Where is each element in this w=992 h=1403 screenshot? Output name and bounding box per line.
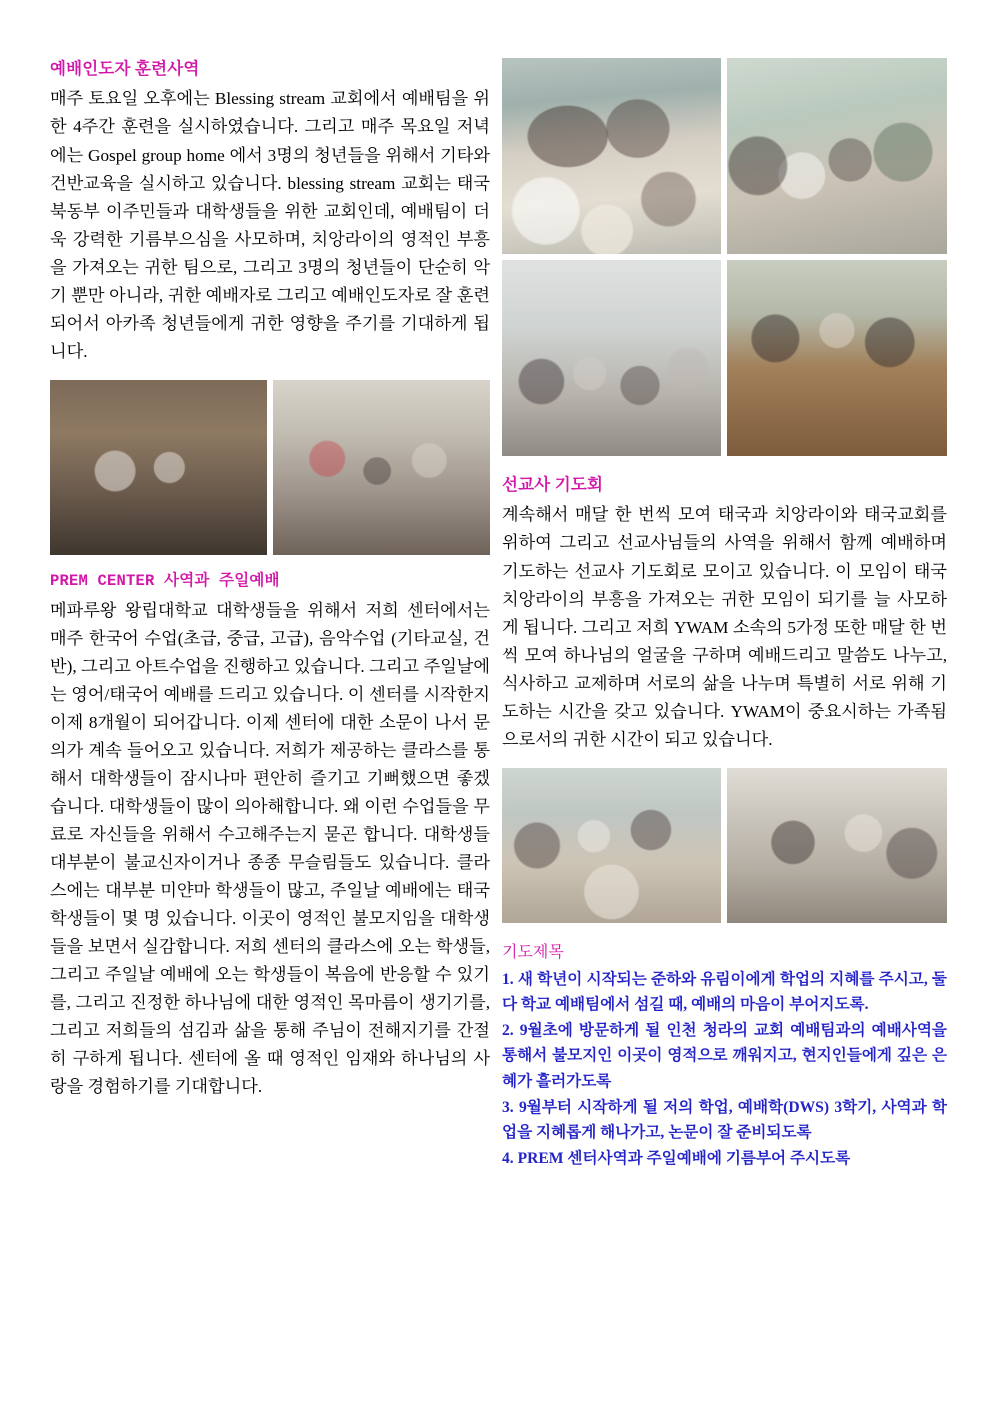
missionary-meal-photo bbox=[502, 768, 721, 923]
section-body-missionary-prayer-meeting: 계속해서 매달 한 번씩 모여 태국과 치앙라이와 태국교회를 위하여 그리고 선교사님들의 사역을 위해서 함께 예배하며 기도하는 선교사 기도회로 모이고 있습니다. 이 모임이 태국 치앙라이의 부흥을 가져오는 귀한 모임이 되기를 늘 사모하게 됩니다. 그리고 저희 YWAM 소속의 5가정 또한 매달 한 번씩 모여 하나님의 얼굴을 구하며 예배드리고 말씀도 나누고, 식사하고 교제하며 서로의 삶을 나누며 특별히 서로 위해 기도하는 시간을 갖고 있습니다. YWAM이 중요시하는 가족됨으로서의 귀한 시간이 되고 있습니다. bbox=[502, 505, 947, 749]
photo-row-left-top bbox=[50, 380, 490, 555]
prayer-request-item: 1. 새 학년이 시작되는 준하와 유림이에게 학업의 지혜를 주시고, 둘 다 학교 예배팀에서 섬길 때, 예배의 마음이 부어지도록. bbox=[502, 970, 947, 1013]
section-heading-prem-center: PREM CENTER 사역과 주일예배 bbox=[50, 571, 280, 590]
right-column bbox=[502, 58, 947, 1173]
left-column bbox=[50, 58, 490, 1101]
guitar-worship-photo bbox=[727, 768, 947, 923]
classroom-training-photo bbox=[273, 380, 490, 555]
group-photo bbox=[727, 58, 947, 254]
prayer-requests-list bbox=[502, 967, 947, 1172]
photo-row-right-bottom bbox=[502, 768, 947, 923]
prayer-request-item: 3. 9월부터 시작하게 될 저의 학업, 예배학(DWS) 3학기, 사역과 학업을 지혜롭게 해나가고, 논문이 잘 준비되도록 bbox=[502, 1098, 947, 1142]
section-heading-missionary-prayer-meeting: 선교사 기도회 bbox=[502, 475, 604, 494]
fellowship-dinner-photo bbox=[502, 58, 721, 254]
prayer-request-item: 2. 9월초에 방문하게 될 인천 청라의 교회 예배팀과의 예배사역을 통해서 불모지인 이곳이 영적으로 깨워지고, 현지인들에게 깊은 은혜가 흘러가도록 bbox=[502, 1022, 947, 1090]
table-fellowship-photo bbox=[727, 260, 947, 456]
prayer-request-item: 4. PREM 센터사역과 주일예배에 기름부어 주시도록 bbox=[502, 1150, 851, 1168]
section-heading-worship-leader-training: 예배인도자 훈련사역 bbox=[50, 59, 200, 78]
prayer-requests-heading: 기도제목 bbox=[502, 943, 564, 961]
photo-grid-right-top bbox=[502, 58, 947, 456]
church-service-photo bbox=[502, 260, 721, 456]
section-body-worship-leader-training: 매주 토요일 오후에는 Blessing stream 교회에서 예배팀을 위한 4주간 훈련을 실시하였습니다. 그리고 매주 목요일 저녁에는 Gospel group home 에서 3명의 청년들을 위해서 기타와 건반교육을 실시하고 있습니다. blessing stream 교회는 태국북동부 이주민들과 대학생들을 위한 교회인데, 예배팀이 더욱 강력한 기름부으심을 사모하며, 치앙라이의 영적인 부흥을 가져오는 귀한 팀으로, 그리고 3명의 청년들이 단순히 악기 뿐만 아니라, 귀한 예배자로 그리고 예배인도자로 잘 훈련되어서 아카족 청년들에게 귀한 영향을 주기를 기대하게 됩니다. bbox=[50, 89, 490, 361]
worship-practice-photo bbox=[50, 380, 267, 555]
section-body-prem-center: 메파루왕 왕립대학교 대학생들을 위해서 저희 센터에서는 매주 한국어 수업(초급, 중급, 고급), 음악수업 (기타교실, 건반), 그리고 아트수업을 진행하고 있습니다. 그리고 주일날에는 영어/태국어 예배를 드리고 있습니다. 이 센터를 시작한지 이제 8개월이 되어갑니다. 이제 센터에 대한 소문이 나서 문의가 계속 들어오고 있습니다. 저희가 제공하는 클라스를 통해서 대학생들이 잠시나마 편안히 즐기고 기뻐했으면 좋겠습니다. 대학생들이 많이 의아해합니다. 왜 이런 수업들을 무료로 자신들을 위해서 수고해주는지 묻곤 합니다. 대학생들 대부분이 불교신자이거나 종종 무슬림들도 있습니다. 클라스에는 대부분 미얀마 학생들이 많고, 주일날 예배에는 태국 학생들이 몇 명 있습니다. 이곳이 영적인 불모지임을 대학생들을 보면서 실감합니다. 저희 센터의 클라스에 오는 학생들, 그리고 주일날 예배에 오는 학생들이 복음에 반응할 수 있기를, 그리고 진정한 하나님에 대한 영적인 목마름이 생기기를, 그리고 저희들의 섬김과 삶을 통해 주님이 전해지기를 간절히 구하게 됩니다. 센터에 올 때 영적인 임재와 하나님의 사랑을 경험하기를 기대합니다. bbox=[50, 600, 490, 1097]
